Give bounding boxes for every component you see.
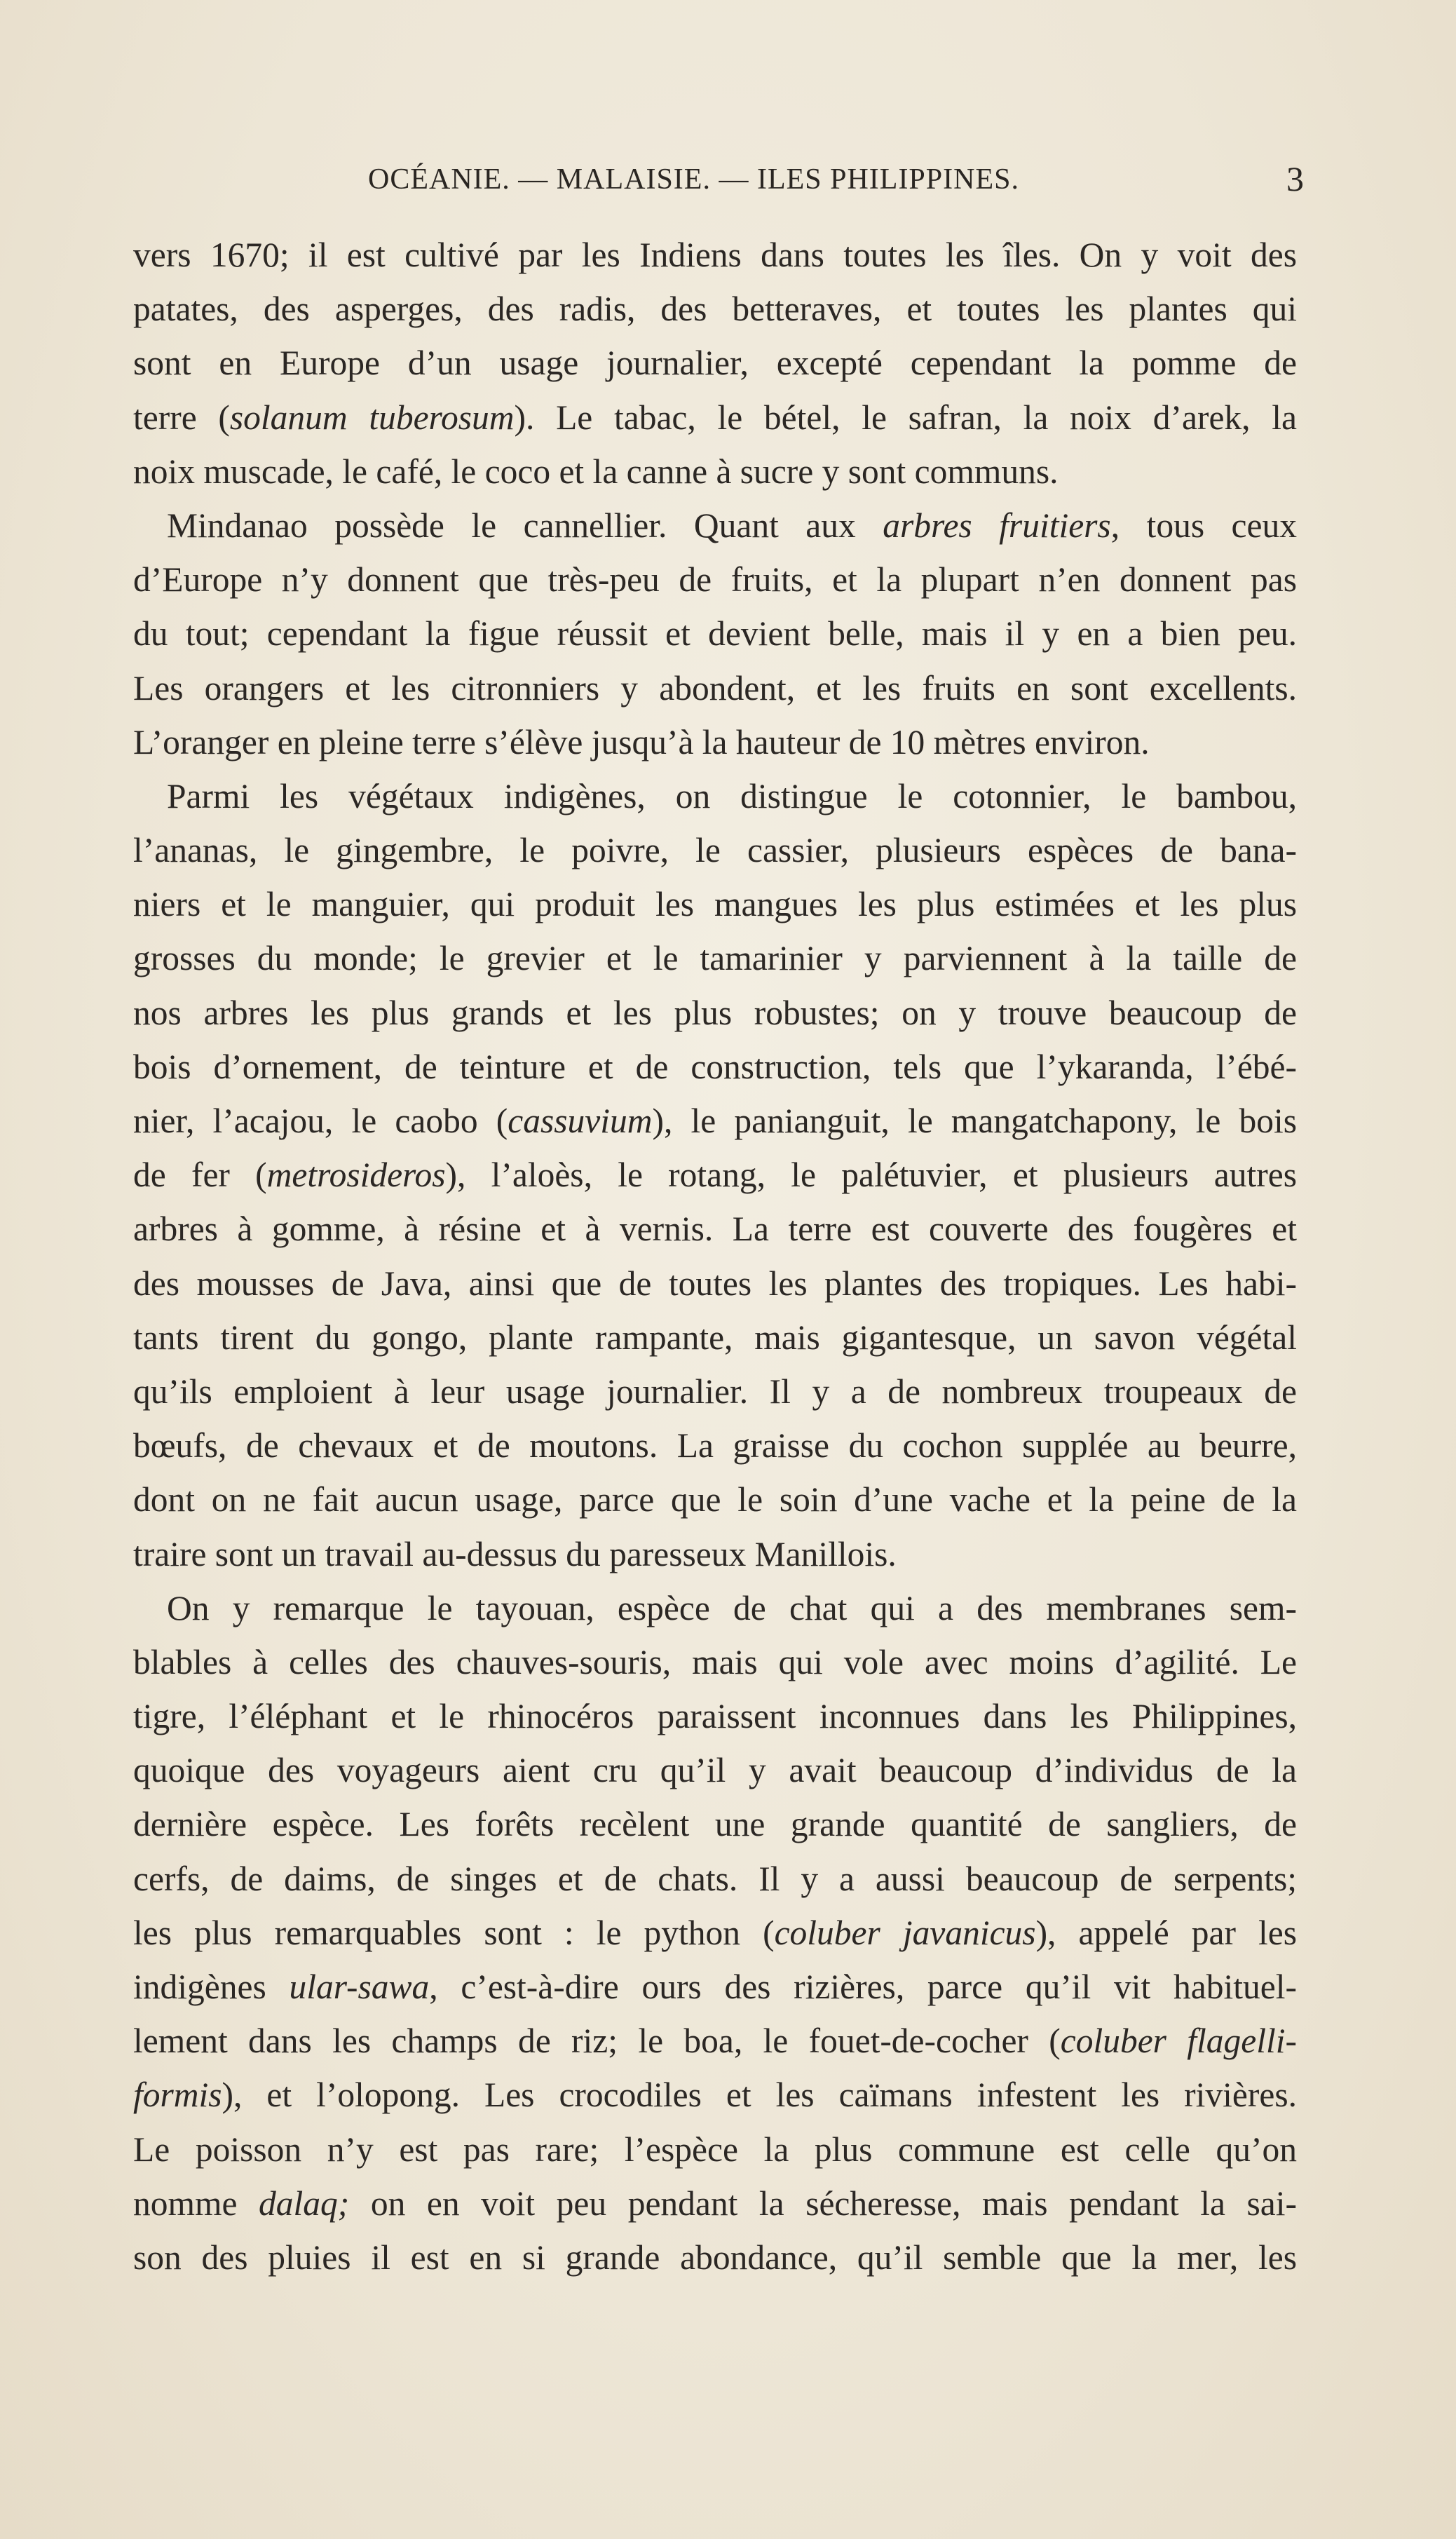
line-text: des mousses de Java, ainsi que de toutes les plantes des tropiques. Les habi- [133, 1264, 1297, 1303]
line-text: blables à celles des chauves-souris, mais qui vole avec moins d’agilité. Le [133, 1642, 1297, 1681]
text-line [133, 1527, 1297, 1581]
text-line [133, 1040, 1297, 1094]
line-text: quoique des voyageurs aient cru qu’il y avait beaucoup d’individus de la [133, 1751, 1297, 1790]
line-text-post: ), l’aloès, le rotang, le palétuvier, et plusieurs autres [445, 1156, 1297, 1195]
line-text: dont on ne fait aucun usage, parce que le soin d’une vache et la peine de la [133, 1480, 1297, 1519]
line-text-italic: solanum tuberosum [229, 398, 515, 437]
line-text-post: ), et l’olopong. Les crocodiles et les caïmans infestent les rivières. [222, 2076, 1297, 2115]
line-text: bois d’ornement, de teinture et de construction, tels que l’ykaranda, l’ébé- [133, 1047, 1297, 1086]
line-text: qu’ils emploient à leur usage journalier. Il y a de nombreux troupeaux de [133, 1372, 1297, 1411]
line-text-italic: dalaq; [259, 2183, 350, 2223]
text-line [133, 499, 1297, 553]
text-line [133, 1852, 1297, 1906]
line-text: tants tirent du gongo, plante rampante, mais gigantesque, un savon végétal [133, 1318, 1297, 1357]
line-text: arbres à gomme, à résine et à vernis. La terre est couverte des fougères et [133, 1210, 1297, 1249]
line-text: Les orangers et les citronniers y abondent, et les fruits en sont excellents. [133, 668, 1297, 707]
line-text: tigre, l’éléphant et le rhinocéros paraissent inconnues dans les Philippines, [133, 1697, 1297, 1736]
line-text-post: on en voit peu pendant la sécheresse, mais pendant la sai- [349, 2183, 1297, 2223]
line-text-italic: formis [133, 2076, 222, 2115]
text-line [133, 1797, 1297, 1851]
text-line [133, 1472, 1297, 1526]
line-text-post: , c’est-à-dire ours des rizières, parce qu’il vit habituel- [429, 1968, 1297, 2006]
text-line [133, 607, 1297, 661]
line-text-italic: metrosideros [266, 1156, 446, 1195]
text-line [133, 986, 1297, 1040]
line-text: grosses du monde; le grevier et le tamarinier y parviennent à la taille de [133, 939, 1297, 978]
running-title: OCÉANIE. — MALAISIE. — ILES PHILIPPINES. [368, 163, 1019, 196]
line-text: cerfs, de daims, de singes et de chats. Il y a aussi beaucoup de serpents; [133, 1859, 1297, 1898]
line-text: Parmi les végétaux indigènes, on distingue le cotonnier, le bambou, [167, 776, 1297, 815]
text-line [133, 445, 1297, 499]
line-text: patates, des asperges, des radis, des betteraves, et toutes les plantes qui [133, 290, 1297, 329]
line-text: du tout; cependant la figue réussit et devient belle, mais il y en a bien peu. [133, 614, 1297, 654]
text-line [133, 553, 1297, 607]
text-line [133, 282, 1297, 336]
text-line [133, 1148, 1297, 1202]
line-text-pre: de fer ( [133, 1156, 267, 1195]
text-line [133, 823, 1297, 877]
line-text: niers et le manguier, qui produit les mangues les plus estimées et les plus [133, 885, 1297, 924]
line-text-pre: nier, l’acajou, le caobo ( [133, 1102, 508, 1140]
text-line [133, 715, 1297, 769]
line-text: bœufs, de chevaux et de moutons. La graisse du cochon supplée au beurre, [133, 1426, 1297, 1465]
text-line [133, 877, 1297, 931]
text-line [133, 2230, 1297, 2284]
line-text-pre: terre ( [133, 398, 230, 437]
line-text: vers 1670; il est cultivé par les Indiens dans toutes les îles. On y voit des [133, 236, 1297, 274]
line-text: noix muscade, le café, le coco et la canne à sucre y sont communs. [133, 452, 1059, 491]
text-line [133, 1202, 1297, 1256]
line-text-post: ), appelé par les [1035, 1913, 1297, 1952]
line-text: Le poisson n’y est pas rare; l’espèce la plus commune est celle qu’on [133, 2130, 1297, 2169]
line-text: sont en Europe d’un usage journalier, excepté cependant la pomme de [133, 344, 1297, 383]
line-text: L’oranger en pleine terre s’élève jusqu’à la hauteur de 10 mètres environ. [133, 722, 1150, 761]
text-line [133, 1311, 1297, 1365]
line-text: traire sont un travail au-dessus du paresseux Manillois. [133, 1534, 897, 1573]
line-text-pre: nomme [133, 2183, 259, 2223]
line-text-italic: coluber flagelli- [1060, 2022, 1297, 2061]
line-text-pre: Mindanao possède le cannellier. Quant aux [167, 506, 883, 545]
text-line [133, 661, 1297, 715]
line-text-italic: cassuvium [508, 1102, 653, 1140]
line-text-post: , tous ceux [1110, 506, 1298, 545]
text-line [133, 769, 1297, 823]
text-line [133, 1635, 1297, 1689]
line-text-pre: indigènes [133, 1968, 290, 2006]
text-line [133, 336, 1297, 390]
text-line [133, 1257, 1297, 1311]
line-text-italic: arbres fruitiers [883, 506, 1111, 545]
text-line [133, 2068, 1297, 2122]
running-head [133, 159, 1304, 205]
text-line [133, 1743, 1297, 1797]
text-line [133, 228, 1297, 282]
line-text: l’ananas, le gingembre, le poivre, le cassier, plusieurs espèces de bana- [133, 831, 1297, 870]
line-text: nos arbres les plus grands et les plus robustes; on y trouve beaucoup de [133, 993, 1297, 1032]
text-line [133, 1094, 1297, 1148]
line-text-post: ), le panianguit, le mangatchapony, le bois [652, 1102, 1297, 1140]
text-line [133, 1906, 1297, 1960]
line-text-post: ). Le tabac, le bétel, le safran, la noix d’arek, la [514, 398, 1297, 437]
text-line [133, 931, 1297, 985]
line-text-pre: les plus remarquables sont : le python ( [133, 1913, 775, 1952]
text-line [133, 1581, 1297, 1635]
line-text-pre: lement dans les champs de riz; le boa, le fouet-de-cocher ( [133, 2022, 1061, 2061]
line-text-italic: ular-sawa [289, 1968, 430, 2006]
text-line [133, 2122, 1297, 2176]
text-line [133, 391, 1297, 445]
text-line [133, 2176, 1297, 2230]
text-line [133, 1689, 1297, 1743]
line-text: On y remarque le tayouan, espèce de chat qui a des membranes sem- [167, 1588, 1297, 1627]
body-text [133, 228, 1297, 2284]
page-number: 3 [1286, 159, 1304, 198]
text-line [133, 1365, 1297, 1419]
text-line [133, 2014, 1297, 2068]
text-line [133, 1419, 1297, 1472]
line-text: d’Europe n’y donnent que très-peu de fruits, et la plupart n’en donnent pas [133, 560, 1297, 600]
line-text-italic: coluber javanicus [774, 1913, 1036, 1952]
text-line [133, 1960, 1297, 2014]
line-text: son des pluies il est en si grande abondance, qu’il semble que la mer, les [133, 2237, 1297, 2277]
line-text: dernière espèce. Les forêts recèlent une grande quantité de sangliers, de [133, 1805, 1297, 1844]
